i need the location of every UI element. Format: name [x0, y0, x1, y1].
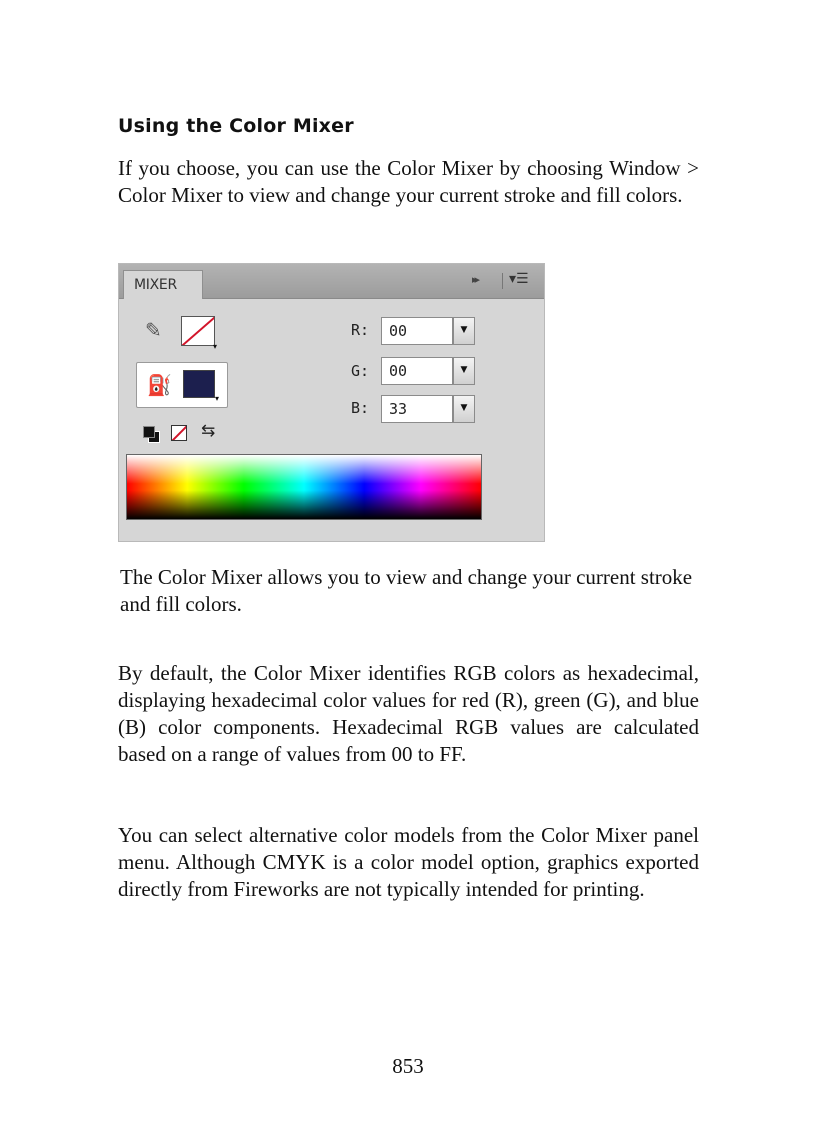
- color-mixer-panel: [118, 263, 545, 542]
- no-stroke-slash: [182, 316, 215, 346]
- page-number: 853: [392, 1054, 424, 1078]
- color-spectrum-ramp[interactable]: [126, 454, 482, 520]
- panel-menu-icon[interactable]: ▾☰: [509, 271, 529, 287]
- body-paragraph-cmyk: You can select alternative color models from the Color Mixer panel menu. Although CMYK is a color model option, graphics exported directly from Fireworks are not typically intended for printing.: [118, 823, 699, 901]
- g-dropdown-icon[interactable]: ▼: [453, 357, 475, 385]
- no-color-icon[interactable]: [171, 425, 187, 441]
- figure-caption: The Color Mixer allows you to view and change your current stroke and fill colors.: [120, 565, 693, 616]
- panel-tab-mixer[interactable]: MIXER: [123, 270, 203, 299]
- title-bar-divider: [502, 273, 503, 289]
- swap-colors-icon[interactable]: ⇆: [201, 421, 216, 441]
- g-label: G:: [351, 362, 370, 380]
- r-label: R:: [351, 321, 370, 339]
- paint-bucket-icon[interactable]: ⛽: [147, 373, 172, 397]
- collapse-panel-icon[interactable]: ▸▸: [472, 273, 478, 286]
- fill-swatch-caret-icon: ▾: [215, 394, 220, 403]
- b-value-input[interactable]: 33: [381, 395, 453, 423]
- r-dropdown-icon[interactable]: ▼: [453, 317, 475, 345]
- stroke-color-swatch[interactable]: [181, 316, 215, 346]
- pencil-icon[interactable]: ✎: [145, 318, 162, 342]
- fill-color-swatch[interactable]: [183, 370, 215, 398]
- section-heading: Using the Color Mixer: [118, 115, 354, 137]
- b-label: B:: [351, 399, 370, 417]
- fill-color-group: [136, 362, 228, 408]
- intro-paragraph: If you choose, you can use the Color Mixer by choosing Window > Color Mixer to view and change your current stroke and fill colors.: [118, 156, 699, 207]
- default-colors-icon[interactable]: [143, 426, 159, 442]
- body-paragraph-rgb: By default, the Color Mixer identifies RGB colors as hexadecimal, displaying hexadecimal color values for red (R), green (G), and blue (B) color components. Hexadecimal RGB values are calculated based on a range of values from 00 to FF.: [118, 661, 699, 766]
- panel-title-bar: [119, 264, 544, 299]
- stroke-swatch-caret-icon: ▾: [213, 342, 218, 351]
- g-value-input[interactable]: 00: [381, 357, 453, 385]
- r-value-input[interactable]: 00: [381, 317, 453, 345]
- b-dropdown-icon[interactable]: ▼: [453, 395, 475, 423]
